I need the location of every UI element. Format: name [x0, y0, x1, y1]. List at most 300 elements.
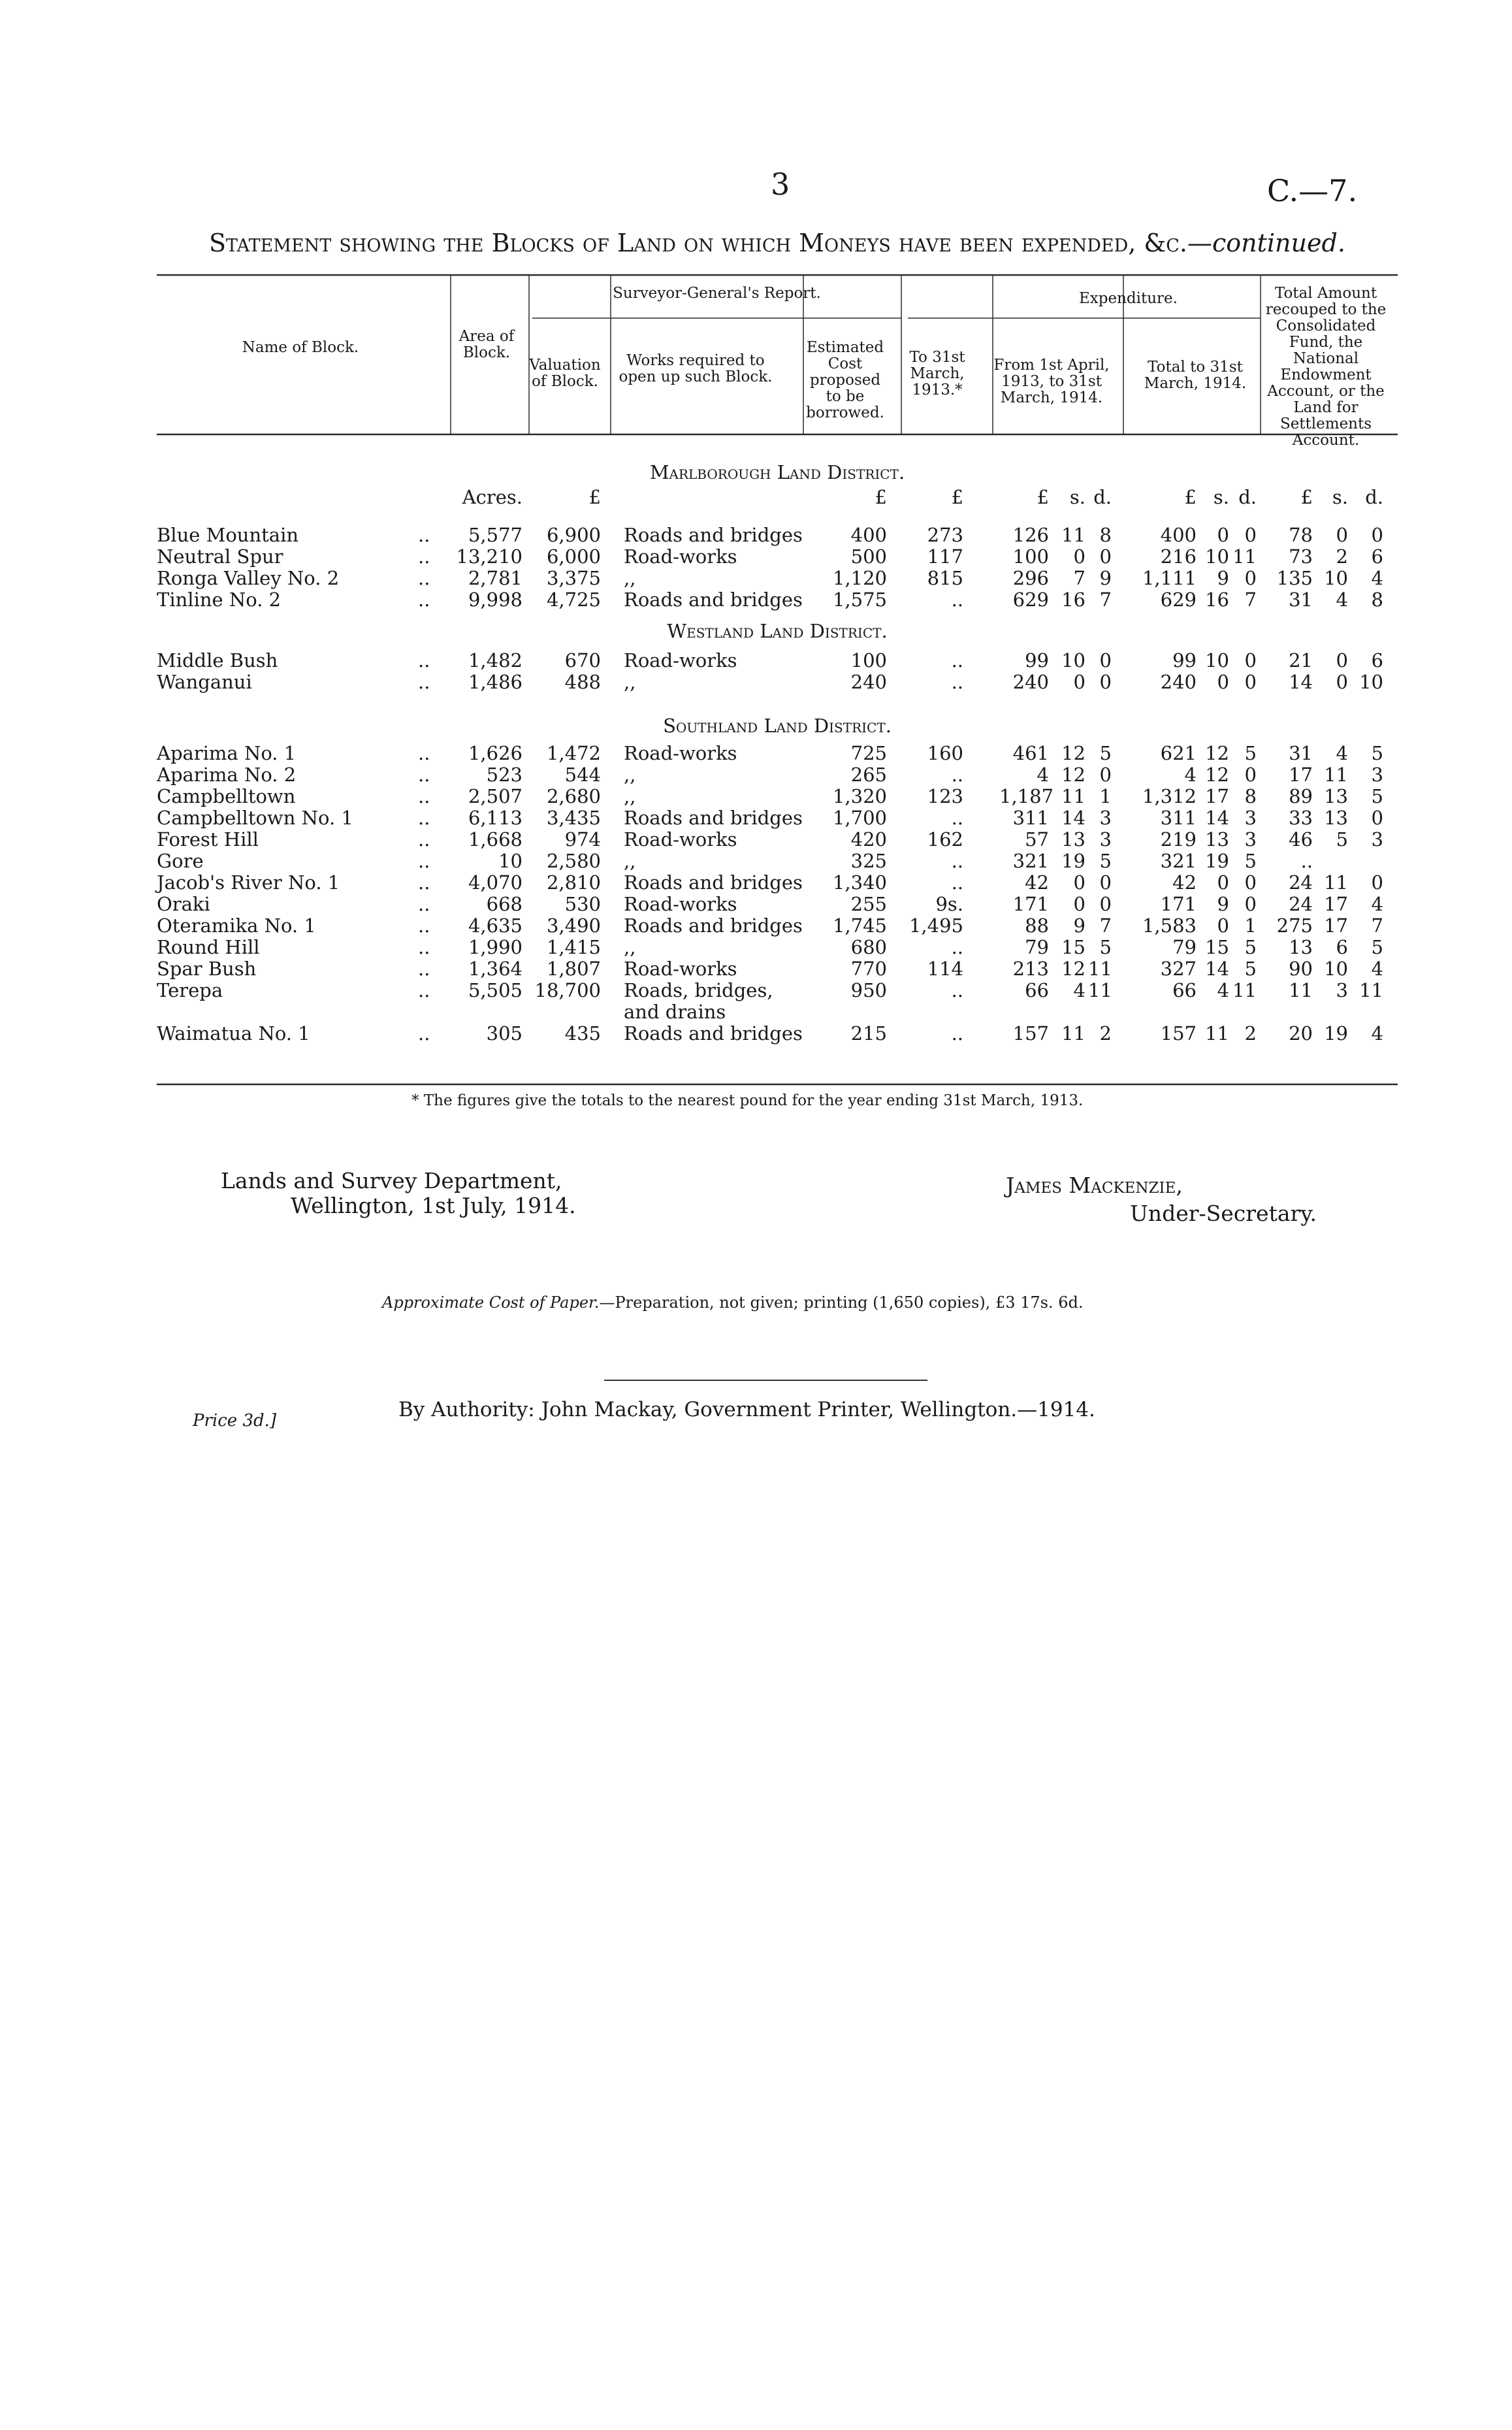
- cell-from_l: 240: [1012, 671, 1049, 693]
- leader-dots: ..: [418, 649, 430, 672]
- cell-from_l: 213: [1012, 958, 1049, 980]
- works-required: Road-works: [624, 649, 737, 672]
- works-required: Road-works: [624, 742, 737, 764]
- cell-rec_s: 11: [1324, 764, 1348, 786]
- cell-tot_d: 5: [1244, 936, 1257, 958]
- cell-from_l: 1,187: [999, 785, 1054, 807]
- unit-from_s: s.: [1069, 486, 1086, 508]
- cell-rec_d: 0: [1371, 807, 1383, 829]
- cell-tot_s: 0: [1217, 915, 1229, 937]
- cell-tot_s: 19: [1205, 850, 1229, 872]
- document-reference: C.—7.: [1267, 173, 1358, 208]
- cell-tot_l: 219: [1160, 828, 1197, 850]
- leader-dots: ..: [418, 871, 430, 894]
- cell-from_l: 66: [1025, 979, 1049, 1001]
- cell-rec_s: 4: [1336, 589, 1348, 611]
- cell-from_s: 10: [1061, 649, 1086, 672]
- cell-from_l: 461: [1012, 742, 1049, 764]
- cell-cost: 1,700: [832, 807, 887, 829]
- cell-rec_l: 13: [1289, 936, 1313, 958]
- cell-rec_d: 5: [1371, 785, 1383, 807]
- cell-tot_l: 311: [1160, 807, 1197, 829]
- cell-from_d: 7: [1099, 589, 1112, 611]
- cell-tot_s: 0: [1217, 524, 1229, 546]
- cell-rec_l: 33: [1289, 807, 1313, 829]
- cell-area: 1,486: [468, 671, 523, 693]
- cell-rec_s: 11: [1324, 871, 1348, 894]
- cell-from_l: 171: [1012, 893, 1049, 915]
- works-required: Road-works: [624, 893, 737, 915]
- block-name: Oraki: [157, 893, 210, 915]
- cell-tot_l: 327: [1160, 958, 1197, 980]
- cell-rec_l: 20: [1289, 1022, 1313, 1045]
- works-required: ,,: [624, 936, 636, 958]
- cell-rec_s: 2: [1336, 545, 1348, 568]
- cell-from_s: 0: [1073, 871, 1086, 894]
- cell-rec_s: 10: [1324, 567, 1348, 589]
- cell-from_d: 1: [1099, 785, 1112, 807]
- department-name: Lands and Survey Department,: [221, 1168, 562, 1193]
- signatory-name: James Mackenzie,: [1006, 1173, 1183, 1198]
- block-name: Terepa: [157, 979, 223, 1001]
- cell-area: 4,070: [468, 871, 523, 894]
- header-to1913: To 31st March, 1913.*: [909, 349, 965, 398]
- cell-tot_l: 1,583: [1142, 915, 1197, 937]
- cell-area: 13,210: [456, 545, 523, 568]
- cell-from_s: 15: [1061, 936, 1086, 958]
- page-number: 3: [771, 167, 790, 202]
- cell-tot_l: 79: [1172, 936, 1197, 958]
- cell-cost: 400: [850, 524, 887, 546]
- cell-to1913: ..: [951, 850, 963, 872]
- cell-area: 523: [486, 764, 523, 786]
- cell-from_d: 0: [1099, 893, 1112, 915]
- cell-to1913: 160: [927, 742, 963, 764]
- price: Price 3d.]: [193, 1411, 277, 1431]
- cell-tot_s: 15: [1205, 936, 1229, 958]
- cell-cost: 240: [850, 671, 887, 693]
- cell-to1913: ..: [951, 764, 963, 786]
- cell-tot_d: 0: [1244, 567, 1257, 589]
- block-name: Neutral Spur: [157, 545, 283, 568]
- cell-tot_s: 9: [1217, 567, 1229, 589]
- cell-rec_l: 90: [1289, 958, 1313, 980]
- cell-cost: 680: [850, 936, 887, 958]
- cell-valuation: 3,435: [546, 807, 601, 829]
- cell-from_l: 311: [1012, 807, 1049, 829]
- cell-from_d: 0: [1099, 649, 1112, 672]
- cell-rec_d: 7: [1371, 915, 1383, 937]
- cell-rec_s: 10: [1324, 958, 1348, 980]
- authority-rule: [604, 1380, 927, 1381]
- leader-dots: ..: [418, 893, 430, 915]
- cell-from_s: 11: [1061, 785, 1086, 807]
- cell-valuation: 6,000: [546, 545, 601, 568]
- cell-tot_d: 5: [1244, 958, 1257, 980]
- cell-area: 5,505: [468, 979, 523, 1001]
- works-required: ,,: [624, 567, 636, 589]
- leader-dots: ..: [418, 742, 430, 764]
- cell-valuation: 3,490: [546, 915, 601, 937]
- leader-dots: ..: [418, 915, 430, 937]
- cell-valuation: 530: [564, 893, 601, 915]
- cell-tot_d: 3: [1244, 828, 1257, 850]
- header-total1914: Total to 31st March, 1914.: [1144, 359, 1247, 392]
- block-name: Tinline No. 2: [157, 589, 281, 611]
- cell-tot_l: 171: [1160, 893, 1197, 915]
- cell-tot_l: 321: [1160, 850, 1197, 872]
- cell-tot_s: 9: [1217, 893, 1229, 915]
- works-required: Roads, bridges, and drains: [624, 979, 773, 1023]
- cell-area: 305: [486, 1022, 523, 1045]
- cell-from_l: 4: [1037, 764, 1049, 786]
- unit-to1913: £: [951, 486, 963, 508]
- cell-from_d: 0: [1099, 545, 1112, 568]
- cell-rec_d: 0: [1371, 871, 1383, 894]
- cell-tot_l: 66: [1172, 979, 1197, 1001]
- cell-cost: 1,120: [832, 567, 887, 589]
- block-name: Ronga Valley No. 2: [157, 567, 340, 589]
- cell-rec_s: 0: [1336, 524, 1348, 546]
- cell-tot_d: 5: [1244, 850, 1257, 872]
- cell-rec_d: 3: [1371, 828, 1383, 850]
- cell-cost: 420: [850, 828, 887, 850]
- header-valuation: Valuation of Block.: [529, 357, 601, 390]
- cell-from_d: 0: [1099, 871, 1112, 894]
- leader-dots: ..: [418, 1022, 430, 1045]
- leader-dots: ..: [418, 979, 430, 1001]
- cell-rec_l: 78: [1289, 524, 1313, 546]
- block-name: Aparima No. 1: [157, 742, 297, 764]
- cell-from_s: 4: [1073, 979, 1086, 1001]
- block-name: Middle Bush: [157, 649, 278, 672]
- unit-rec_d: d.: [1365, 486, 1383, 508]
- cell-from_l: 296: [1012, 567, 1049, 589]
- works-required: Roads and bridges: [624, 524, 803, 546]
- department-date: Wellington, 1st July, 1914.: [291, 1193, 576, 1218]
- cell-tot_l: 1,312: [1142, 785, 1197, 807]
- header-expenditure: Expenditure.: [1079, 290, 1178, 307]
- unit-area: Acres.: [462, 486, 523, 508]
- cell-from_d: 5: [1099, 936, 1112, 958]
- cell-to1913: ..: [951, 671, 963, 693]
- cell-from_l: 100: [1012, 545, 1049, 568]
- block-name: Jacob's River No. 1: [157, 871, 340, 894]
- cell-area: 1,626: [468, 742, 523, 764]
- cell-to1913: 815: [927, 567, 963, 589]
- cell-from_s: 11: [1061, 1022, 1086, 1045]
- district-heading: Westland Land District.: [667, 620, 888, 642]
- district-heading: Southland Land District.: [663, 715, 892, 737]
- cell-area: 6,113: [468, 807, 523, 829]
- cell-area: 9,998: [468, 589, 523, 611]
- cell-tot_d: 2: [1244, 1022, 1257, 1045]
- header-surveyor-report: Surveyor-General's Report.: [613, 285, 821, 302]
- cell-area: 1,668: [468, 828, 523, 850]
- cell-valuation: 1,807: [546, 958, 601, 980]
- cell-area: 2,507: [468, 785, 523, 807]
- cell-rec_s: 17: [1324, 893, 1348, 915]
- cell-to1913: ..: [951, 589, 963, 611]
- cell-area: 10: [498, 850, 523, 872]
- cell-tot_l: 99: [1172, 649, 1197, 672]
- cell-to1913: 123: [927, 785, 963, 807]
- cell-tot_d: 0: [1244, 524, 1257, 546]
- leader-dots: ..: [418, 828, 430, 850]
- cell-rec_l: 14: [1289, 671, 1313, 693]
- blocks-table: [157, 271, 1398, 1094]
- cell-valuation: 2,680: [546, 785, 601, 807]
- block-name: Spar Bush: [157, 958, 257, 980]
- leader-dots: ..: [418, 545, 430, 568]
- cell-tot_d: 0: [1244, 764, 1257, 786]
- block-name: Round Hill: [157, 936, 260, 958]
- cell-rec_s: 3: [1336, 979, 1348, 1001]
- cell-rec_l: 31: [1289, 589, 1313, 611]
- cell-from_l: 99: [1025, 649, 1049, 672]
- cell-rec_l: 31: [1289, 742, 1313, 764]
- cell-rec_s: 19: [1324, 1022, 1348, 1045]
- cell-to1913: 114: [927, 958, 963, 980]
- cell-rec_d: 5: [1371, 742, 1383, 764]
- cell-from_s: 19: [1061, 850, 1086, 872]
- block-name: Oteramika No. 1: [157, 915, 316, 937]
- cell-rec_l: 21: [1289, 649, 1313, 672]
- cell-rec_l: 46: [1289, 828, 1313, 850]
- cell-rec_l: 24: [1289, 871, 1313, 894]
- cell-valuation: 974: [564, 828, 601, 850]
- header-name: Name of Block.: [242, 339, 359, 356]
- cell-cost: 770: [850, 958, 887, 980]
- works-required: ,,: [624, 785, 636, 807]
- block-name: Forest Hill: [157, 828, 259, 850]
- works-required: Roads and bridges: [624, 1022, 803, 1045]
- block-name: Blue Mountain: [157, 524, 299, 546]
- works-required: ,,: [624, 850, 636, 872]
- works-required: ,,: [624, 764, 636, 786]
- cell-from_d: 3: [1099, 807, 1112, 829]
- header-cost: Estimated Cost proposed to be borrowed.: [806, 339, 884, 421]
- cell-valuation: 544: [564, 764, 601, 786]
- block-name: Wanganui: [157, 671, 252, 693]
- cell-rec_l: 89: [1289, 785, 1313, 807]
- works-required: Road-works: [624, 958, 737, 980]
- unit-tot_s: s.: [1213, 486, 1229, 508]
- cell-rec_s: 13: [1324, 807, 1348, 829]
- cell-tot_d: 5: [1244, 742, 1257, 764]
- cell-cost: 500: [850, 545, 887, 568]
- leader-dots: ..: [418, 567, 430, 589]
- cell-cost: 1,320: [832, 785, 887, 807]
- cell-to1913: 117: [927, 545, 963, 568]
- cell-valuation: 1,472: [546, 742, 601, 764]
- cell-rec_d: 6: [1371, 649, 1383, 672]
- cell-valuation: 18,700: [534, 979, 601, 1001]
- cell-rec_s: 17: [1324, 915, 1348, 937]
- cell-tot_s: 13: [1205, 828, 1229, 850]
- cell-from_d: 2: [1099, 1022, 1112, 1045]
- works-required: Roads and bridges: [624, 589, 803, 611]
- cell-to1913: ..: [951, 1022, 963, 1045]
- printer-authority: By Authority: John Mackay, Government Printer, Wellington.—1914.: [398, 1398, 1095, 1421]
- unit-rec_s: s.: [1332, 486, 1348, 508]
- cell-rec_s: 6: [1336, 936, 1348, 958]
- cell-tot_l: 621: [1160, 742, 1197, 764]
- cell-rec_d: 11: [1359, 979, 1383, 1001]
- leader-dots: ..: [418, 807, 430, 829]
- cell-tot_s: 4: [1217, 979, 1229, 1001]
- cell-from_s: 12: [1061, 742, 1086, 764]
- cell-tot_l: 42: [1172, 871, 1197, 894]
- block-name: Campbelltown: [157, 785, 296, 807]
- cell-from_s: 0: [1073, 671, 1086, 693]
- works-required: Roads and bridges: [624, 807, 803, 829]
- leader-dots: ..: [418, 936, 430, 958]
- cell-to1913: ..: [951, 649, 963, 672]
- unit-from_l: £: [1037, 486, 1049, 508]
- cell-from_s: 7: [1073, 567, 1086, 589]
- cell-rec_d: 4: [1371, 567, 1383, 589]
- cell-from_s: 0: [1073, 545, 1086, 568]
- cell-from_s: 11: [1061, 524, 1086, 546]
- block-name: Waimatua No. 1: [157, 1022, 310, 1045]
- cell-from_d: 11: [1088, 958, 1112, 980]
- cell-rec_l: 11: [1289, 979, 1313, 1001]
- unit-valuation: £: [588, 486, 601, 508]
- block-name: Gore: [157, 850, 204, 872]
- cell-rec_s: 13: [1324, 785, 1348, 807]
- cell-from_l: 57: [1025, 828, 1049, 850]
- cell-tot_l: 157: [1160, 1022, 1197, 1045]
- works-required: Road-works: [624, 828, 737, 850]
- cell-from_d: 0: [1099, 671, 1112, 693]
- unit-from_d: d.: [1093, 486, 1112, 508]
- cell-valuation: 2,580: [546, 850, 601, 872]
- cell-rec_l: 135: [1276, 567, 1313, 589]
- cell-rec_d: 8: [1371, 589, 1383, 611]
- cell-rec_l: 24: [1289, 893, 1313, 915]
- cell-valuation: 3,375: [546, 567, 601, 589]
- cell-area: 1,482: [468, 649, 523, 672]
- cell-tot_s: 17: [1205, 785, 1229, 807]
- cell-cost: 1,340: [832, 871, 887, 894]
- header-works: Works required to open up such Block.: [619, 352, 773, 385]
- statement-title-text: Statement showing the Blocks of Land on which Moneys have been expended, &c.: [209, 229, 1187, 257]
- cell-from_s: 12: [1061, 958, 1086, 980]
- cell-area: 4,635: [468, 915, 523, 937]
- cell-rec_l: 17: [1289, 764, 1313, 786]
- cell-area: 1,990: [468, 936, 523, 958]
- cell-tot_s: 16: [1205, 589, 1229, 611]
- cell-tot_d: 0: [1244, 893, 1257, 915]
- cell-from_s: 0: [1073, 893, 1086, 915]
- cell-rec_d: 5: [1371, 936, 1383, 958]
- cell-from_s: 13: [1061, 828, 1086, 850]
- cell-valuation: 4,725: [546, 589, 601, 611]
- cell-rec_d: 3: [1371, 764, 1383, 786]
- block-name: Campbelltown No. 1: [157, 807, 353, 829]
- cell-cost: 265: [850, 764, 887, 786]
- statement-title-continued: —continued.: [1187, 229, 1345, 257]
- header-recouped: Total Amount recouped to the Consolidated Fund, the National Endowment Account, or the Land for Settlements Account.: [1265, 285, 1387, 449]
- cell-cost: 100: [850, 649, 887, 672]
- leader-dots: ..: [418, 958, 430, 980]
- statement-title: [209, 229, 1345, 257]
- cell-tot_s: 0: [1217, 871, 1229, 894]
- cell-tot_d: 0: [1244, 649, 1257, 672]
- cell-area: 5,577: [468, 524, 523, 546]
- cell-tot_l: 4: [1184, 764, 1197, 786]
- header-area: Area of Block.: [458, 328, 515, 361]
- cell-tot_s: 0: [1217, 671, 1229, 693]
- cell-tot_d: 0: [1244, 671, 1257, 693]
- unit-tot_l: £: [1184, 486, 1197, 508]
- cell-cost: 255: [850, 893, 887, 915]
- cell-from_l: 157: [1012, 1022, 1049, 1045]
- cell-cost: 950: [850, 979, 887, 1001]
- cell-valuation: 2,810: [546, 871, 601, 894]
- cell-cost: 1,745: [832, 915, 887, 937]
- cell-tot_s: 12: [1205, 764, 1229, 786]
- unit-cost: £: [875, 486, 887, 508]
- cell-valuation: 1,415: [546, 936, 601, 958]
- cell-to1913: ..: [951, 936, 963, 958]
- leader-dots: ..: [418, 764, 430, 786]
- cell-rec_d: 0: [1371, 524, 1383, 546]
- cell-tot_s: 10: [1205, 649, 1229, 672]
- cell-tot_s: 12: [1205, 742, 1229, 764]
- cell-rec_s: 0: [1336, 649, 1348, 672]
- cell-to1913: ..: [951, 871, 963, 894]
- cell-rec_l: 73: [1289, 545, 1313, 568]
- cell-tot_d: 7: [1244, 589, 1257, 611]
- cell-rec_d: 4: [1371, 893, 1383, 915]
- unit-rec_l: £: [1300, 486, 1313, 508]
- works-required: Roads and bridges: [624, 915, 803, 937]
- cell-cost: 325: [850, 850, 887, 872]
- works-required: ,,: [624, 671, 636, 693]
- cell-to1913: 1,495: [909, 915, 963, 937]
- cell-from_d: 7: [1099, 915, 1112, 937]
- cell-rec_d: 6: [1371, 545, 1383, 568]
- cell-rec_d: 10: [1359, 671, 1383, 693]
- unit-tot_d: d.: [1238, 486, 1257, 508]
- cell-from_s: 12: [1061, 764, 1086, 786]
- cell-from_l: 321: [1012, 850, 1049, 872]
- cell-from_s: 9: [1073, 915, 1086, 937]
- cell-valuation: 488: [564, 671, 601, 693]
- works-required: Roads and bridges: [624, 871, 803, 894]
- cell-from_l: 79: [1025, 936, 1049, 958]
- cell-valuation: 435: [564, 1022, 601, 1045]
- cell-to1913: ..: [951, 807, 963, 829]
- cell-from_l: 126: [1012, 524, 1049, 546]
- footnote: * The figures give the totals to the nearest pound for the year ending 31st March, 1913.: [411, 1092, 1084, 1109]
- cell-rec_s: 5: [1336, 828, 1348, 850]
- block-name: Aparima No. 2: [157, 764, 297, 786]
- cell-rec_l: ..: [1300, 850, 1313, 872]
- cell-to1913: ..: [951, 979, 963, 1001]
- signatory-title: Under-Secretary.: [1130, 1201, 1317, 1226]
- cell-from_d: 0: [1099, 764, 1112, 786]
- cell-from_s: 16: [1061, 589, 1086, 611]
- cell-tot_l: 400: [1160, 524, 1197, 546]
- cell-tot_s: 14: [1205, 958, 1229, 980]
- works-required: Road-works: [624, 545, 737, 568]
- cell-tot_s: 14: [1205, 807, 1229, 829]
- cell-from_l: 629: [1012, 589, 1049, 611]
- cell-tot_d: 8: [1244, 785, 1257, 807]
